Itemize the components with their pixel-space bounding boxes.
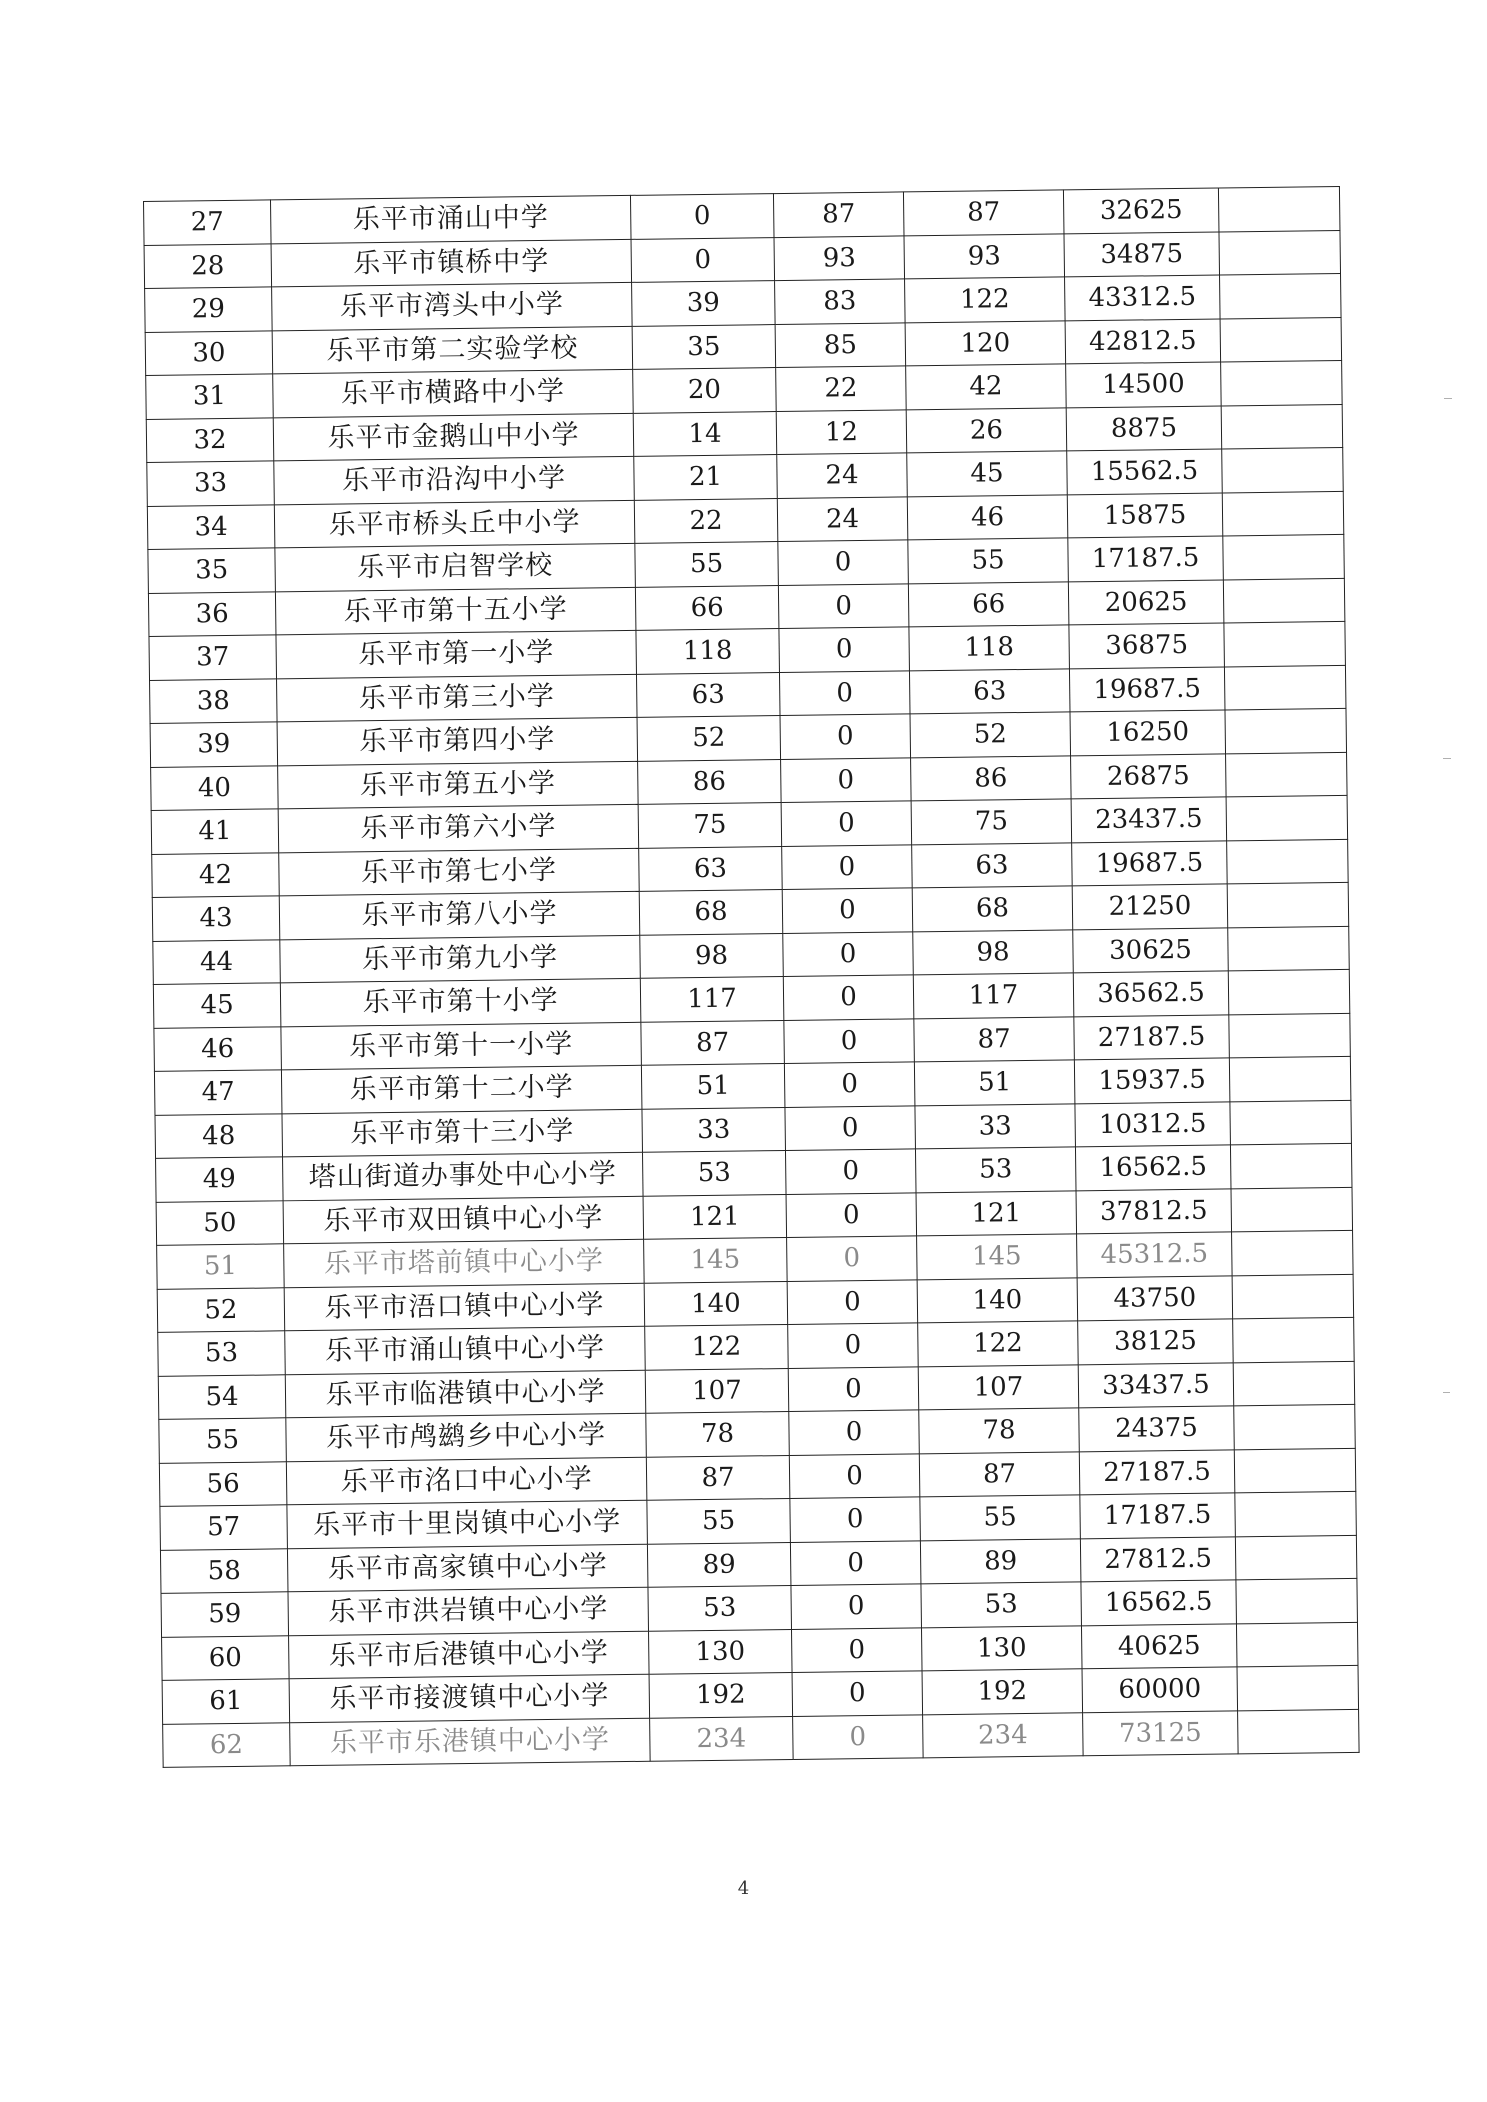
amount-cell: 43312.5	[1065, 275, 1221, 320]
note-cell	[1224, 621, 1346, 666]
note-cell	[1224, 665, 1346, 710]
school-name-cell: 乐平市第二实验学校	[272, 326, 633, 374]
count-a-cell: 68	[639, 890, 783, 935]
count-b-cell: 87	[773, 192, 904, 237]
row-number-cell: 40	[151, 765, 279, 810]
count-b-cell: 0	[789, 1453, 920, 1498]
count-b-cell: 0	[792, 1671, 923, 1716]
school-name-cell: 乐平市后港镇中心小学	[289, 1631, 650, 1679]
row-number-cell: 27	[144, 200, 272, 245]
amount-cell: 30625	[1073, 927, 1229, 972]
school-name-cell: 乐平市镇桥中学	[271, 239, 632, 287]
amount-cell: 19687.5	[1069, 666, 1225, 711]
school-name-cell: 乐平市双田镇中心小学	[283, 1196, 644, 1244]
count-b-cell: 0	[791, 1627, 922, 1672]
school-name-cell: 乐平市洪岩镇中心小学	[288, 1587, 649, 1635]
count-a-cell: 98	[640, 933, 784, 978]
amount-cell: 20625	[1068, 579, 1224, 624]
count-b-cell: 0	[788, 1366, 919, 1411]
note-cell	[1226, 752, 1348, 797]
amount-cell: 8875	[1066, 405, 1222, 450]
count-a-cell: 192	[649, 1672, 793, 1717]
school-name-cell: 乐平市高家镇中心小学	[287, 1544, 648, 1592]
count-a-cell: 121	[643, 1194, 787, 1239]
note-cell	[1233, 1317, 1355, 1362]
count-b-cell: 0	[790, 1540, 921, 1585]
row-number-cell: 39	[150, 722, 278, 767]
count-a-cell: 107	[645, 1368, 789, 1413]
total-count-cell: 107	[918, 1364, 1079, 1410]
note-cell	[1230, 1100, 1352, 1145]
count-b-cell: 0	[791, 1584, 922, 1629]
count-b-cell: 0	[779, 670, 910, 715]
total-count-cell: 118	[909, 625, 1070, 671]
amount-cell: 15937.5	[1074, 1058, 1230, 1103]
amount-cell: 42812.5	[1065, 318, 1221, 363]
total-count-cell: 89	[920, 1538, 1081, 1584]
total-count-cell: 53	[915, 1147, 1076, 1193]
total-count-cell: 117	[913, 973, 1074, 1019]
row-number-cell: 38	[150, 678, 278, 723]
count-a-cell: 63	[639, 846, 783, 891]
count-a-cell: 55	[635, 542, 779, 587]
count-b-cell: 0	[786, 1192, 917, 1237]
amount-cell: 33437.5	[1078, 1362, 1234, 1407]
school-name-cell: 乐平市鸬鹚乡中心小学	[286, 1413, 647, 1461]
row-number-cell: 57	[160, 1505, 288, 1550]
row-number-cell: 62	[163, 1722, 291, 1767]
count-a-cell: 33	[642, 1107, 786, 1152]
row-number-cell: 56	[159, 1461, 287, 1506]
amount-cell: 26875	[1071, 753, 1227, 798]
amount-cell: 38125	[1078, 1319, 1234, 1364]
row-number-cell: 33	[147, 461, 275, 506]
note-cell	[1238, 1709, 1360, 1754]
count-b-cell: 12	[776, 409, 907, 454]
count-a-cell: 53	[642, 1151, 786, 1196]
count-a-cell: 78	[646, 1411, 790, 1456]
note-cell	[1222, 491, 1344, 536]
school-name-cell: 乐平市第十五小学	[275, 587, 636, 635]
total-count-cell: 55	[908, 538, 1069, 584]
school-name-cell: 乐平市乐港镇中心小学	[290, 1718, 651, 1766]
count-b-cell: 0	[781, 801, 912, 846]
count-b-cell: 0	[783, 931, 914, 976]
count-b-cell: 85	[775, 322, 906, 367]
school-name-cell: 乐平市第十二小学	[281, 1065, 642, 1113]
note-cell	[1229, 1013, 1351, 1058]
count-b-cell: 22	[776, 366, 907, 411]
note-cell	[1230, 1143, 1352, 1188]
count-b-cell: 0	[778, 540, 909, 585]
amount-cell: 21250	[1072, 884, 1228, 929]
amount-cell: 37812.5	[1076, 1188, 1232, 1233]
note-cell	[1228, 926, 1350, 971]
school-name-cell: 乐平市第十小学	[280, 978, 641, 1026]
school-name-cell: 乐平市浯口镇中心小学	[284, 1283, 645, 1331]
row-number-cell: 34	[147, 504, 275, 549]
row-number-cell: 59	[161, 1592, 289, 1637]
count-b-cell: 83	[775, 279, 906, 324]
note-cell	[1236, 1622, 1358, 1667]
note-cell	[1225, 708, 1347, 753]
school-name-cell: 乐平市塔前镇中心小学	[284, 1239, 645, 1287]
row-number-cell: 58	[160, 1548, 288, 1593]
scan-mark	[1443, 758, 1451, 759]
count-a-cell: 20	[633, 368, 777, 413]
school-name-cell: 乐平市金鹅山中小学	[273, 413, 634, 461]
amount-cell: 27812.5	[1080, 1536, 1236, 1581]
total-count-cell: 26	[906, 407, 1067, 453]
total-count-cell: 145	[917, 1234, 1078, 1280]
note-cell	[1220, 273, 1342, 318]
count-b-cell: 24	[777, 496, 908, 541]
school-name-cell: 乐平市洺口中心小学	[286, 1457, 647, 1505]
amount-cell: 16562.5	[1075, 1145, 1231, 1190]
amount-cell: 40625	[1081, 1623, 1237, 1668]
total-count-cell: 121	[916, 1190, 1077, 1236]
amount-cell: 23437.5	[1071, 797, 1227, 842]
count-a-cell: 0	[631, 237, 775, 282]
school-name-cell: 乐平市第三小学	[277, 674, 638, 722]
note-cell	[1220, 317, 1342, 362]
count-a-cell: 55	[647, 1498, 791, 1543]
note-cell	[1227, 882, 1349, 927]
row-number-cell: 36	[148, 591, 276, 636]
row-number-cell: 43	[152, 896, 280, 941]
amount-cell: 10312.5	[1075, 1101, 1231, 1146]
total-count-cell: 87	[914, 1016, 1075, 1062]
note-cell	[1232, 1230, 1354, 1275]
count-b-cell: 0	[785, 1149, 916, 1194]
table-body	[144, 186, 1360, 1767]
school-name-cell: 塔山街道办事处中心小学	[283, 1152, 644, 1200]
amount-cell: 34875	[1064, 231, 1220, 276]
row-number-cell: 30	[145, 330, 273, 375]
school-name-cell: 乐平市启智学校	[275, 543, 636, 591]
school-funding-table	[143, 186, 1360, 1768]
total-count-cell: 122	[918, 1321, 1079, 1367]
note-cell	[1226, 795, 1348, 840]
total-count-cell: 52	[910, 712, 1071, 758]
count-a-cell: 75	[638, 803, 782, 848]
total-count-cell: 120	[905, 320, 1066, 366]
note-cell	[1223, 578, 1345, 623]
note-cell	[1232, 1274, 1354, 1319]
total-count-cell: 42	[906, 364, 1067, 410]
school-name-cell: 乐平市涌山中学	[270, 195, 631, 243]
scan-mark	[1444, 398, 1452, 399]
school-name-cell: 乐平市第六小学	[278, 804, 639, 852]
total-count-cell: 86	[911, 755, 1072, 801]
school-name-cell: 乐平市第十三小学	[282, 1109, 643, 1157]
amount-cell: 19687.5	[1072, 840, 1228, 885]
count-a-cell: 21	[634, 455, 778, 500]
count-a-cell: 51	[641, 1064, 785, 1109]
note-cell	[1229, 1056, 1351, 1101]
row-number-cell: 35	[148, 548, 276, 593]
note-cell	[1222, 447, 1344, 492]
count-b-cell: 0	[793, 1714, 924, 1759]
count-b-cell: 0	[778, 583, 909, 628]
note-cell	[1237, 1665, 1359, 1710]
count-b-cell: 0	[785, 1105, 916, 1150]
row-number-cell: 32	[146, 417, 274, 462]
total-count-cell: 46	[907, 494, 1068, 540]
count-a-cell: 130	[649, 1629, 793, 1674]
count-b-cell: 0	[788, 1323, 919, 1368]
note-cell	[1234, 1448, 1356, 1493]
school-name-cell: 乐平市第九小学	[280, 935, 641, 983]
school-name-cell: 乐平市第八小学	[279, 891, 640, 939]
row-number-cell: 29	[145, 287, 273, 332]
count-b-cell: 0	[783, 975, 914, 1020]
school-name-cell: 乐平市接渡镇中心小学	[289, 1674, 650, 1722]
count-a-cell: 140	[644, 1281, 788, 1326]
count-a-cell: 35	[632, 324, 776, 369]
school-name-cell: 乐平市第四小学	[277, 717, 638, 765]
count-b-cell: 0	[787, 1279, 918, 1324]
amount-cell: 15562.5	[1067, 449, 1223, 494]
count-a-cell: 117	[640, 977, 784, 1022]
count-b-cell: 24	[777, 453, 908, 498]
amount-cell: 27187.5	[1079, 1449, 1235, 1494]
amount-cell: 73125	[1083, 1710, 1239, 1755]
row-number-cell: 41	[151, 809, 279, 854]
row-number-cell: 42	[152, 852, 280, 897]
total-count-cell: 140	[917, 1277, 1078, 1323]
row-number-cell: 55	[159, 1418, 287, 1463]
count-a-cell: 39	[632, 281, 776, 326]
row-number-cell: 28	[144, 243, 272, 288]
note-cell	[1235, 1491, 1357, 1536]
amount-cell: 27187.5	[1074, 1014, 1230, 1059]
count-a-cell: 53	[648, 1585, 792, 1630]
amount-cell: 17187.5	[1068, 536, 1224, 581]
row-number-cell: 31	[146, 374, 274, 419]
amount-cell: 36875	[1069, 623, 1225, 668]
count-b-cell: 0	[779, 627, 910, 672]
school-name-cell: 乐平市临港镇中心小学	[285, 1370, 646, 1418]
row-number-cell: 47	[154, 1070, 282, 1115]
count-b-cell: 0	[782, 844, 913, 889]
count-a-cell: 87	[641, 1020, 785, 1065]
count-b-cell: 0	[789, 1410, 920, 1455]
school-name-cell: 乐平市第五小学	[278, 761, 639, 809]
total-count-cell: 66	[908, 581, 1069, 627]
school-name-cell: 乐平市第十一小学	[281, 1022, 642, 1070]
count-a-cell: 87	[646, 1455, 790, 1500]
row-number-cell: 46	[154, 1026, 282, 1071]
school-name-cell: 乐平市第一小学	[276, 630, 637, 678]
count-a-cell: 89	[647, 1542, 791, 1587]
row-number-cell: 37	[149, 635, 277, 680]
count-a-cell: 145	[644, 1237, 788, 1282]
amount-cell: 16562.5	[1081, 1580, 1237, 1625]
count-b-cell: 0	[782, 888, 913, 933]
school-name-cell: 乐平市十里岗镇中心小学	[287, 1500, 648, 1548]
total-count-cell: 98	[913, 929, 1074, 975]
amount-cell: 32625	[1063, 188, 1219, 233]
amount-cell: 15875	[1067, 492, 1223, 537]
school-name-cell: 乐平市湾头中小学	[272, 282, 633, 330]
total-count-cell: 63	[912, 842, 1073, 888]
row-number-cell: 51	[157, 1244, 285, 1289]
note-cell	[1236, 1578, 1358, 1623]
count-b-cell: 0	[780, 714, 911, 759]
total-count-cell: 55	[920, 1495, 1081, 1541]
amount-cell: 14500	[1066, 362, 1222, 407]
school-name-cell: 乐平市第七小学	[279, 848, 640, 896]
row-number-cell: 50	[156, 1200, 284, 1245]
total-count-cell: 78	[919, 1408, 1080, 1454]
note-cell	[1231, 1187, 1353, 1232]
count-b-cell: 0	[790, 1497, 921, 1542]
note-cell	[1218, 186, 1340, 231]
total-count-cell: 63	[909, 668, 1070, 714]
total-count-cell: 93	[904, 233, 1065, 279]
total-count-cell: 87	[919, 1451, 1080, 1497]
note-cell	[1234, 1404, 1356, 1449]
count-a-cell: 52	[637, 716, 781, 761]
note-cell	[1235, 1535, 1357, 1580]
count-b-cell: 0	[781, 757, 912, 802]
amount-cell: 60000	[1082, 1667, 1238, 1712]
count-b-cell: 0	[787, 1236, 918, 1281]
school-name-cell: 乐平市涌山镇中心小学	[285, 1326, 646, 1374]
total-count-cell: 130	[921, 1625, 1082, 1671]
row-number-cell: 45	[153, 983, 281, 1028]
total-count-cell: 33	[915, 1103, 1076, 1149]
count-a-cell: 234	[650, 1716, 794, 1761]
total-count-cell: 53	[921, 1582, 1082, 1628]
total-count-cell: 45	[907, 451, 1068, 497]
amount-cell: 24375	[1079, 1406, 1235, 1451]
row-number-cell: 53	[158, 1331, 286, 1376]
school-name-cell: 乐平市横路中小学	[273, 369, 634, 417]
amount-cell: 43750	[1077, 1275, 1233, 1320]
note-cell	[1221, 404, 1343, 449]
total-count-cell: 87	[903, 190, 1064, 236]
note-cell	[1223, 534, 1345, 579]
note-cell	[1228, 969, 1350, 1014]
total-count-cell: 75	[911, 799, 1072, 845]
total-count-cell: 234	[923, 1712, 1084, 1758]
count-a-cell: 118	[636, 629, 780, 674]
total-count-cell: 122	[905, 277, 1066, 323]
row-number-cell: 44	[153, 939, 281, 984]
count-b-cell: 0	[784, 1062, 915, 1107]
page-number: 4	[737, 1878, 750, 1899]
amount-cell: 16250	[1070, 710, 1226, 755]
row-number-cell: 60	[162, 1635, 290, 1680]
scan-mark	[1443, 1392, 1450, 1393]
count-a-cell: 22	[634, 498, 778, 543]
count-a-cell: 14	[633, 411, 777, 456]
note-cell	[1219, 230, 1341, 275]
amount-cell: 17187.5	[1080, 1493, 1236, 1538]
row-number-cell: 61	[162, 1679, 290, 1724]
count-a-cell: 66	[635, 585, 779, 630]
total-count-cell: 192	[922, 1669, 1083, 1715]
total-count-cell: 51	[914, 1060, 1075, 1106]
count-b-cell: 93	[774, 235, 905, 280]
row-number-cell: 48	[155, 1113, 283, 1158]
note-cell	[1221, 360, 1343, 405]
note-cell	[1227, 839, 1349, 884]
school-name-cell: 乐平市沿沟中小学	[274, 456, 635, 504]
school-name-cell: 乐平市桥头丘中小学	[274, 500, 635, 548]
row-number-cell: 49	[156, 1157, 284, 1202]
count-a-cell: 86	[638, 759, 782, 804]
note-cell	[1233, 1361, 1355, 1406]
row-number-cell: 54	[158, 1374, 286, 1419]
row-number-cell: 52	[157, 1287, 285, 1332]
count-a-cell: 63	[636, 672, 780, 717]
count-a-cell: 122	[645, 1324, 789, 1369]
amount-cell: 45312.5	[1077, 1232, 1233, 1277]
count-b-cell: 0	[784, 1018, 915, 1063]
count-a-cell: 0	[630, 194, 774, 239]
amount-cell: 36562.5	[1073, 971, 1229, 1016]
total-count-cell: 68	[912, 886, 1073, 932]
